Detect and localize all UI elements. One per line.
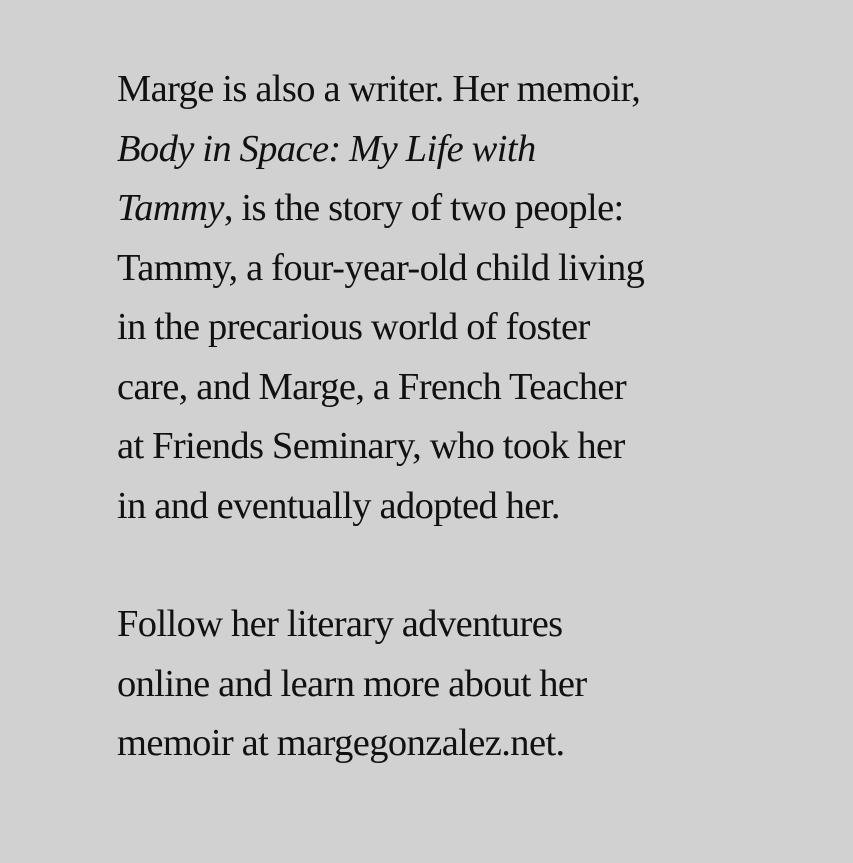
bio-text-block (117, 60, 657, 774)
memoir-title: Body in Space: My Life with Tammy (117, 127, 536, 229)
memoir-intro-text: Marge is also a writer. Her memoir, (117, 68, 641, 110)
follow-paragraph: Follow her literary adventures online and learn more about her memoir at margegonzalez.net. (117, 603, 587, 764)
memoir-paragraph (117, 60, 657, 536)
memoir-description-text: , is the story of two people: Tammy, a four-year-old child living in the precarious world of foster care, and Marge, a French Teacher at Friends Seminary, who took her in and eventually adopted her. (117, 187, 645, 527)
